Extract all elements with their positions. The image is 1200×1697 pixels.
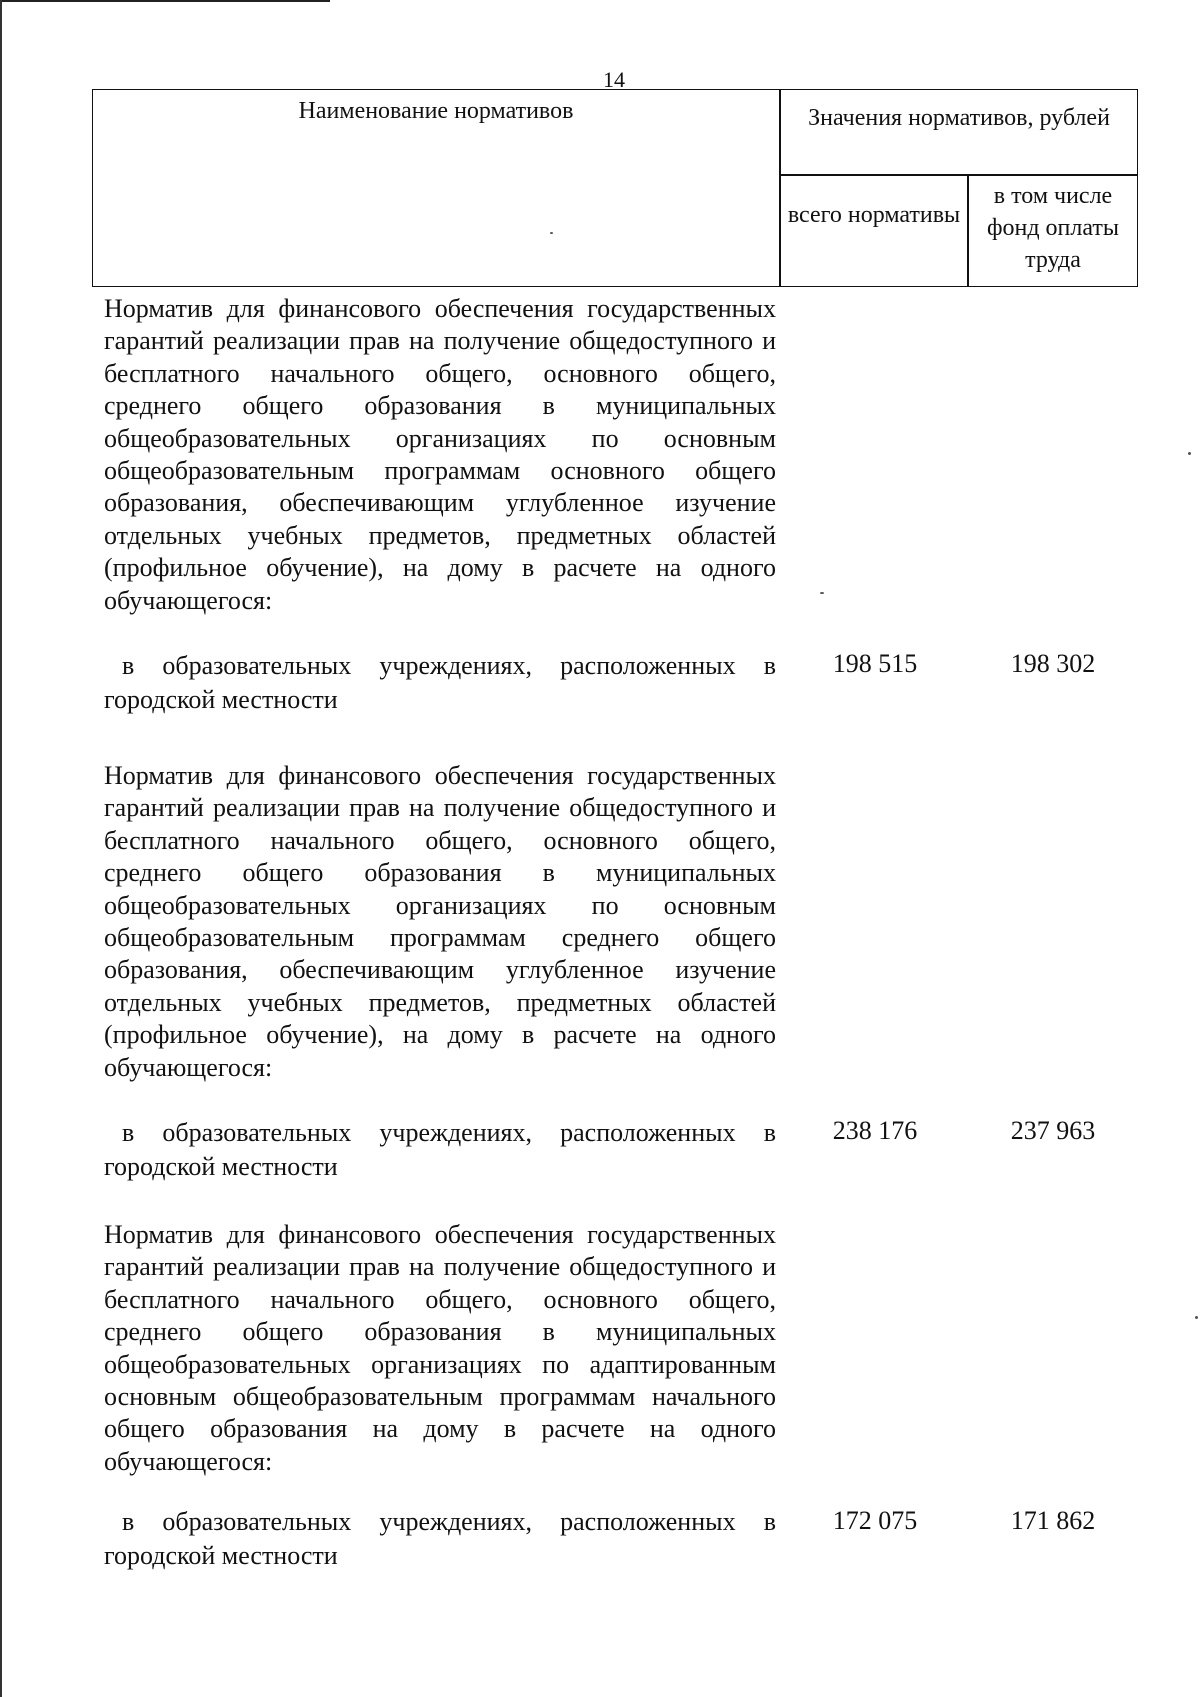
header-divider bbox=[780, 174, 1138, 176]
row-sub-label-text: в образовательных учреждениях, расположенных в городской местности bbox=[104, 1118, 776, 1181]
page-number: 14 bbox=[603, 67, 625, 92]
row-title: Норматив для финансового обеспечения государственных гарантий реализации прав на получение общедоступного и бесплатного начального общего, основного общего, среднего общего образования в муниципальных общеобразовательных организациях по адаптированным основным общеобразовательным программам начального общего образования на дому в расчете на одного обучающегося: bbox=[104, 1220, 776, 1476]
row-title: Норматив для финансового обеспечения государственных гарантий реализации прав на получение общедоступного и бесплатного начального общего, основного общего, среднего общего образования в муниципальных общеобразовательных организациях по основным общеобразовательным программам среднего общего образования, обеспечивающим углубленное изучение отдельных учебных предметов, предметных областей (профильное обучение), на дому в расчете на одного обучающегося: bbox=[104, 761, 776, 1082]
row-sub-label-text: в образовательных учреждениях, расположенных в городской местности bbox=[104, 1507, 776, 1570]
row-total-value: 172 075 bbox=[832, 1506, 918, 1535]
row-title: Норматив для финансового обеспечения государственных гарантий реализации прав на получение общедоступного и бесплатного начального общего, основного общего, среднего общего образования в муниципальных общеобразовательных организациях по основным общеобразовательным программам основного общего образования, обеспечивающим углубленное изучение отдельных учебных предметов, предметных областей (профильное обучение), на дому в расчете на одного обучающегося: bbox=[104, 294, 776, 615]
scan-edge-left bbox=[0, 0, 2, 1697]
row-fot-value: 171 862 bbox=[1010, 1506, 1096, 1535]
scan-speck bbox=[1195, 1316, 1198, 1319]
scan-speck bbox=[820, 592, 824, 594]
row-sub-label bbox=[104, 649, 776, 717]
table-header bbox=[92, 89, 1138, 287]
scan-edge-top bbox=[0, 0, 330, 2]
scan-speck bbox=[1188, 452, 1191, 455]
row-fot-value: 237 963 bbox=[1010, 1116, 1096, 1145]
header-values-column: Значения нормативов, рублей bbox=[808, 105, 1110, 131]
header-total-column: всего нормативы bbox=[787, 202, 961, 228]
row-total-value: 238 176 bbox=[832, 1116, 918, 1145]
row-fot-value: 198 302 bbox=[1010, 649, 1096, 678]
row-sub-label-text: в образовательных учреждениях, расположенных в городской местности bbox=[104, 651, 776, 714]
header-fot-column: в том числе фонд оплаты труда bbox=[986, 183, 1120, 273]
row-sub-label bbox=[104, 1505, 776, 1573]
row-total-value: 198 515 bbox=[832, 649, 918, 678]
row-sub-label bbox=[104, 1116, 776, 1184]
header-name-column: Наименование нормативов bbox=[298, 98, 574, 124]
